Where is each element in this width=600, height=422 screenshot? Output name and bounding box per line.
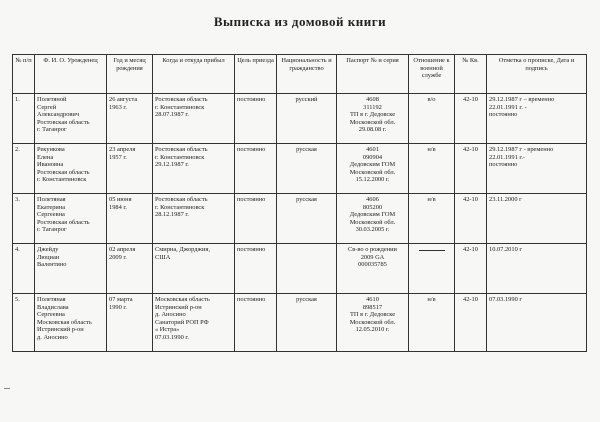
passport-info-line: 4606 bbox=[366, 196, 379, 203]
arrival-info-line: Санаторий РОП РФ bbox=[155, 318, 209, 326]
person-name-line: Полетяная bbox=[37, 196, 66, 203]
person-name-line: г. Таганрог bbox=[37, 226, 67, 234]
passport-info-line: 311192 bbox=[363, 103, 382, 111]
row-number: 4. bbox=[13, 244, 35, 294]
birth-date bbox=[107, 144, 153, 194]
passport-info-line: 898517 bbox=[362, 303, 383, 311]
military-status: н/в bbox=[409, 194, 455, 244]
person-name-line: Полетяная bbox=[37, 296, 66, 303]
registration-mark-line: 22.01.1991 г. - bbox=[489, 103, 527, 111]
passport-info-line: Московской обл. bbox=[349, 118, 396, 126]
passport-info-line: ТП в г. Дедовске bbox=[349, 311, 396, 319]
registration-mark bbox=[487, 244, 587, 294]
military-status: н/в bbox=[409, 144, 455, 194]
house-register-table bbox=[12, 54, 587, 352]
arrival-info-line: 28.07.1987 г. bbox=[155, 111, 189, 119]
person-name-line: Московская область bbox=[37, 318, 92, 326]
arrival-info bbox=[153, 144, 235, 194]
birth-date-line: 1990 г. bbox=[109, 303, 127, 311]
header-name: Ф. И. О. Урожденец bbox=[35, 55, 107, 94]
registration-mark-line: 29.12.1987 г – временно bbox=[489, 96, 555, 103]
registration-mark-line: 29.12.1987 г - временно bbox=[489, 146, 554, 153]
passport-info-line: Дедовским ГОМ bbox=[349, 161, 396, 169]
person-name bbox=[35, 144, 107, 194]
passport-info-line: ТП в г. Дедовске bbox=[349, 111, 396, 119]
passport-info bbox=[337, 294, 409, 352]
person-name-line: д. Аносино bbox=[37, 333, 68, 341]
passport-info-line: 4608 bbox=[366, 96, 379, 103]
person-name-line: Истринский р-он bbox=[37, 326, 84, 334]
passport-info-line: Св-во о рождении bbox=[348, 246, 397, 253]
birth-date bbox=[107, 244, 153, 294]
passport-info-line: 15.12.2000 г. bbox=[355, 176, 390, 184]
birth-date bbox=[107, 194, 153, 244]
registration-mark bbox=[487, 144, 587, 194]
person-name bbox=[35, 194, 107, 244]
passport-info bbox=[337, 94, 409, 144]
passport-info-line: Московской обл. bbox=[349, 168, 396, 176]
person-name-line: Сергеевна bbox=[37, 211, 65, 219]
passport-info-line: Дедовским ГОМ bbox=[349, 211, 396, 219]
header-num: № п/п bbox=[13, 55, 35, 94]
registration-mark-line: постоянно bbox=[489, 161, 518, 169]
arrival-info bbox=[153, 94, 235, 144]
arrival-info-line: « Истра» bbox=[155, 326, 180, 334]
person-name bbox=[35, 94, 107, 144]
arrival-info-line: г. Константиновск bbox=[155, 103, 205, 111]
birth-date bbox=[107, 94, 153, 144]
purpose: постоянно bbox=[235, 144, 277, 194]
arrival-info-line: г. Константиновск bbox=[155, 153, 205, 161]
table-row bbox=[13, 144, 587, 194]
registration-mark-line: 22.01.1991 г.- bbox=[489, 153, 525, 161]
document-title: Выписка из домовой книги bbox=[213, 14, 387, 29]
person-name-line: Екатерина bbox=[37, 203, 66, 211]
birth-date-line: 1957 г. bbox=[109, 153, 127, 161]
arrival-info-line: Московская область bbox=[155, 296, 210, 303]
registration-mark-line: постоянно bbox=[489, 111, 518, 119]
person-name-line: Владислава bbox=[37, 303, 69, 311]
person-name bbox=[35, 244, 107, 294]
military-status: н/в bbox=[409, 294, 455, 352]
arrival-info-line: д. Аносино bbox=[155, 311, 186, 319]
row-number: 1. bbox=[13, 94, 35, 144]
birth-date-line: 2009 г. bbox=[109, 253, 127, 261]
person-name-line: Рекункова bbox=[37, 146, 65, 153]
passport-info-line: 2009 GA bbox=[360, 253, 385, 261]
person-name-line: Александрович bbox=[37, 111, 80, 119]
header-registration: Отметка о прописке, Дата и подпись bbox=[487, 55, 587, 94]
arrival-info-line: Смирна, Джорджия, bbox=[155, 246, 210, 253]
person-name-line: Ростовская область bbox=[37, 118, 90, 126]
apartment-number: 42-10 bbox=[455, 244, 487, 294]
nationality: русский bbox=[277, 94, 337, 144]
arrival-info-line: 29.12.1987 г. bbox=[155, 161, 189, 169]
header-purpose: Цель приезда bbox=[235, 55, 277, 94]
passport-info-line: 4610 bbox=[366, 296, 379, 303]
purpose: постоянно bbox=[235, 94, 277, 144]
table-row bbox=[13, 94, 587, 144]
header-apartment: № Кв. bbox=[455, 55, 487, 94]
table-row bbox=[13, 194, 587, 244]
table-row bbox=[13, 294, 587, 352]
table-body bbox=[13, 94, 587, 352]
person-name-line: Сергей bbox=[37, 103, 57, 111]
arrival-info-line: Ростовская область bbox=[155, 196, 208, 203]
header-birth: Год и месяц рождения bbox=[107, 55, 153, 94]
passport-info bbox=[337, 244, 409, 294]
passport-info bbox=[337, 144, 409, 194]
header-nationality: Национальность и гражданство bbox=[277, 55, 337, 94]
table-row bbox=[13, 244, 587, 294]
purpose: постоянно bbox=[235, 294, 277, 352]
birth-date-line: 02 апреля bbox=[109, 246, 136, 253]
registration-mark bbox=[487, 94, 587, 144]
person-name-line: Валентино bbox=[37, 261, 67, 269]
military-status: в/о bbox=[409, 94, 455, 144]
header-military: Отношение к военной службе bbox=[409, 55, 455, 94]
arrival-info bbox=[153, 244, 235, 294]
birth-date-line: 1963 г. bbox=[109, 103, 127, 111]
person-name bbox=[35, 294, 107, 352]
person-name-line: Ростовская область bbox=[37, 168, 90, 176]
passport-info bbox=[337, 194, 409, 244]
passport-info-line: 12.05.2010 г. bbox=[355, 326, 390, 334]
passport-info-line: 30.03.2005 г. bbox=[355, 226, 390, 234]
margin-mark bbox=[4, 388, 10, 389]
birth-date-line: 07 марта bbox=[109, 296, 133, 303]
blank-dash bbox=[419, 250, 445, 251]
arrival-info-line: Ростовская область bbox=[155, 146, 208, 153]
registration-mark-line: 07.03.1990 г bbox=[489, 296, 522, 303]
arrival-info-line: США bbox=[155, 253, 171, 261]
person-name-line: Ивановна bbox=[37, 161, 64, 169]
apartment-number: 42-10 bbox=[455, 294, 487, 352]
birth-date bbox=[107, 294, 153, 352]
arrival-info-line: г. Константиновск bbox=[155, 203, 205, 211]
row-number: 5. bbox=[13, 294, 35, 352]
registration-mark-line: 23.11.2000 г bbox=[489, 196, 522, 203]
row-number: 2. bbox=[13, 144, 35, 194]
person-name-line: г. Таганрог bbox=[37, 126, 67, 134]
apartment-number: 42-10 bbox=[455, 94, 487, 144]
passport-info-line: 4601 bbox=[366, 146, 379, 153]
person-name-line: Полетяной bbox=[37, 96, 67, 103]
birth-date-line: 1984 г. bbox=[109, 203, 127, 211]
arrival-info-line: Истринский р-он bbox=[155, 303, 202, 311]
person-name-line: Сергеевна bbox=[37, 311, 65, 319]
arrival-info-line: 07.03.1990 г. bbox=[155, 333, 189, 341]
purpose: постоянно bbox=[235, 244, 277, 294]
nationality: русская bbox=[277, 144, 337, 194]
arrival-info-line: 28.12.1987 г. bbox=[155, 211, 189, 219]
registration-mark bbox=[487, 194, 587, 244]
apartment-number: 42-10 bbox=[455, 144, 487, 194]
header-passport: Паспорт № и серия bbox=[337, 55, 409, 94]
nationality: русская bbox=[277, 194, 337, 244]
passport-info-line: 090904 bbox=[362, 153, 383, 161]
header-row bbox=[13, 55, 587, 94]
person-name-line: Джейду bbox=[37, 246, 59, 253]
nationality bbox=[277, 244, 337, 294]
passport-info-line: Московской обл. bbox=[349, 318, 396, 326]
person-name-line: Ростовская область bbox=[37, 218, 90, 226]
apartment-number: 42-10 bbox=[455, 194, 487, 244]
passport-info-line: 000035785 bbox=[358, 261, 387, 269]
passport-info-line: 805200 bbox=[362, 203, 383, 211]
registration-mark-line: 10.07.2010 г bbox=[489, 246, 522, 253]
person-name-line: Елена bbox=[37, 153, 54, 161]
person-name-line: г. Константиновск bbox=[37, 176, 87, 184]
birth-date-line: 26 августа bbox=[109, 96, 138, 103]
purpose: постоянно bbox=[235, 194, 277, 244]
arrival-info bbox=[153, 194, 235, 244]
birth-date-line: 05 июня bbox=[109, 196, 132, 203]
nationality: русская bbox=[277, 294, 337, 352]
row-number: 3. bbox=[13, 194, 35, 244]
birth-date-line: 23 апреля bbox=[109, 146, 136, 153]
registration-mark bbox=[487, 294, 587, 352]
arrival-info-line: Ростовская область bbox=[155, 96, 208, 103]
arrival-info bbox=[153, 294, 235, 352]
header-arrived: Когда и откуда прибыл bbox=[153, 55, 235, 94]
military-status bbox=[409, 244, 455, 294]
passport-info-line: 29.08.08 г. bbox=[358, 126, 387, 134]
passport-info-line: Московской обл. bbox=[349, 218, 396, 226]
person-name-line: Люциан bbox=[37, 253, 60, 261]
